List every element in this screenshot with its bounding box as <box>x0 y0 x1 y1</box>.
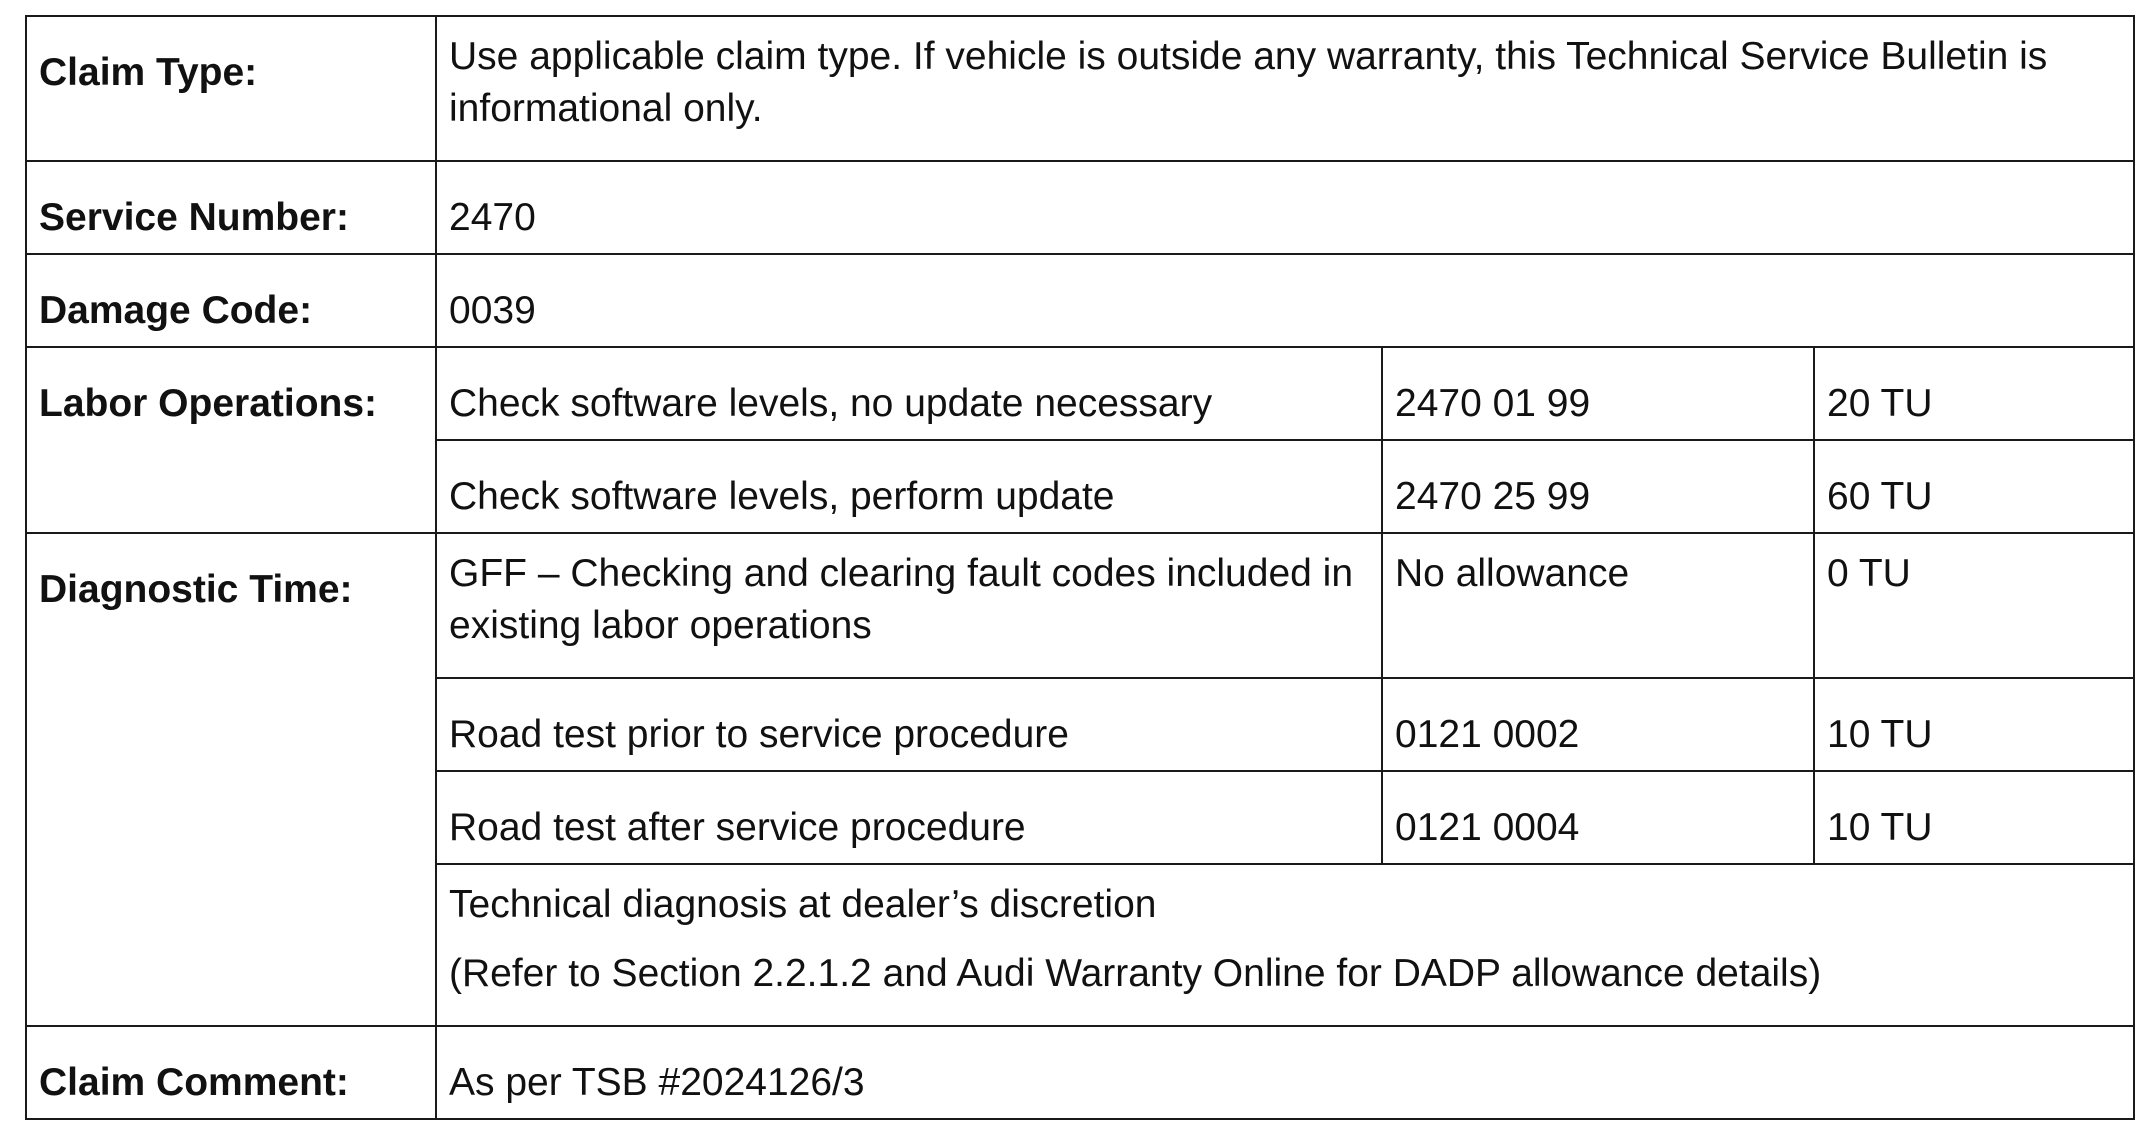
warranty-claim-table <box>25 15 2135 1120</box>
labor-operation-row <box>26 347 2134 440</box>
diagnostic-code: 0121 0002 <box>1382 678 1814 771</box>
damage-code-row <box>26 254 2134 347</box>
diagnostic-description: Road test prior to service procedure <box>436 678 1382 771</box>
diagnostic-row <box>26 533 2134 678</box>
labor-operations-label: Labor Operations: <box>26 347 436 533</box>
claim-comment-label: Claim Comment: <box>26 1026 436 1119</box>
labor-op-code: 2470 25 99 <box>1382 440 1814 533</box>
labor-op-code: 2470 01 99 <box>1382 347 1814 440</box>
labor-op-description: Check software levels, perform update <box>436 440 1382 533</box>
service-number-value: 2470 <box>436 161 2134 254</box>
diagnostic-note-line1: Technical diagnosis at dealer’s discretion <box>449 883 1157 926</box>
diagnostic-code: 0121 0004 <box>1382 771 1814 864</box>
damage-code-label: Damage Code: <box>26 254 436 347</box>
labor-op-description: Check software levels, no update necessary <box>436 347 1382 440</box>
diagnostic-code: No allowance <box>1382 533 1814 678</box>
diagnostic-time: 0 TU <box>1814 533 2134 678</box>
labor-op-time: 20 TU <box>1814 347 2134 440</box>
diagnostic-time-label: Diagnostic Time: <box>26 533 436 1026</box>
service-number-label: Service Number: <box>26 161 436 254</box>
claim-type-label: Claim Type: <box>26 16 436 161</box>
diagnostic-description: GFF – Checking and clearing fault codes included in existing labor operations <box>436 533 1382 678</box>
claim-type-value: Use applicable claim type. If vehicle is outside any warranty, this Technical Service Bulletin is informational only. <box>436 16 2134 161</box>
diagnostic-time: 10 TU <box>1814 771 2134 864</box>
diagnostic-description: Road test after service procedure <box>436 771 1382 864</box>
claim-comment-row <box>26 1026 2134 1119</box>
damage-code-value: 0039 <box>436 254 2134 347</box>
labor-op-time: 60 TU <box>1814 440 2134 533</box>
service-number-row <box>26 161 2134 254</box>
diagnostic-time: 10 TU <box>1814 678 2134 771</box>
claim-type-row <box>26 16 2134 161</box>
diagnostic-note <box>436 864 2134 1026</box>
diagnostic-note-line2: (Refer to Section 2.2.1.2 and Audi Warranty Online for DADP allowance details) <box>449 952 1822 995</box>
claim-comment-value: As per TSB #2024126/3 <box>436 1026 2134 1119</box>
